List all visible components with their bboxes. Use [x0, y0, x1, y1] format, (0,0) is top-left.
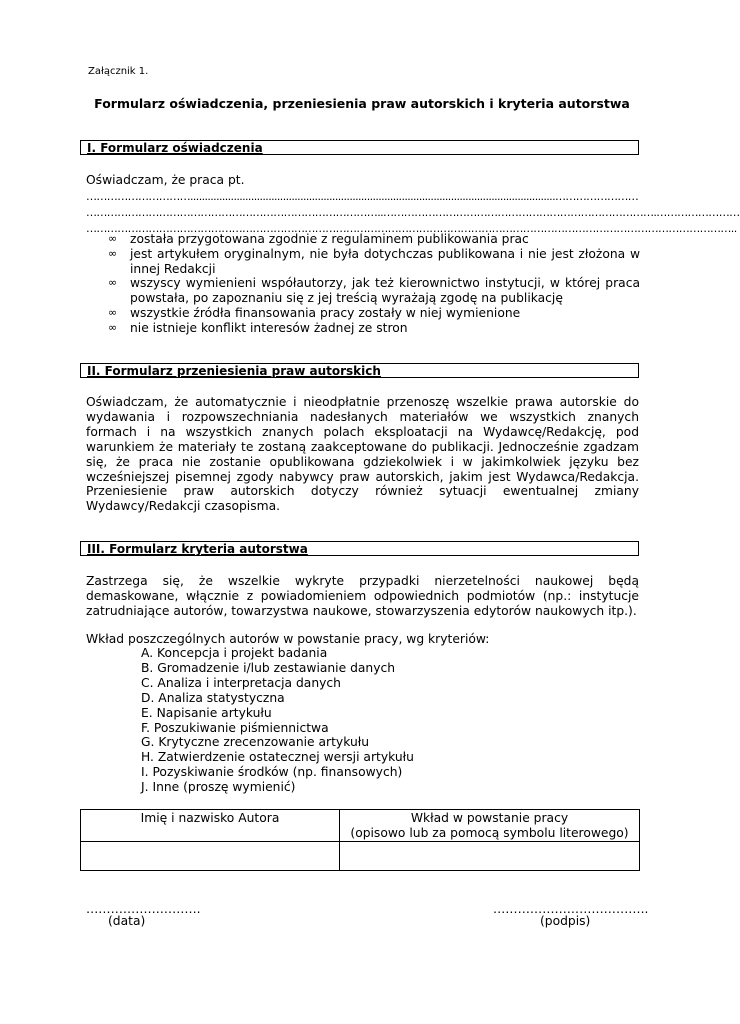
list-item: ∞ została przygotowana zgodnie z regulaminem publikowania prac	[108, 232, 529, 246]
signature-label: (podpis)	[540, 914, 591, 928]
section-1-heading: I. Formularz oświadczenia	[80, 140, 639, 155]
annex-label: Załącznik 1.	[88, 66, 149, 77]
date-dotted-line[interactable]: ……………………….	[86, 902, 201, 916]
section-2-heading: II. Formularz przeniesienia praw autorskich	[80, 363, 639, 378]
list-item: D. Analiza statystyczna	[141, 690, 285, 705]
list-item: F. Poszukiwanie piśmiennictwa	[141, 720, 329, 735]
section-3-heading: III. Formularz kryteria autorstwa	[80, 541, 639, 556]
signature-dotted-line[interactable]: ………………………………..	[493, 902, 649, 916]
document-title: Formularz oświadczenia, przeniesienia praw autorskich i kryteria autorstwa	[94, 96, 630, 111]
contribution-header: Wkład w powstanie pracy (opisowo lub za pomocą symbolu literowego)	[340, 810, 640, 842]
criteria-list	[141, 646, 414, 795]
infinity-bullet-icon: ∞	[108, 320, 118, 334]
date-label: (data)	[108, 914, 146, 928]
title-dotted-line-2[interactable]: …………………………………………………………………………..…………………………………………………………………….……………………	[86, 206, 740, 219]
infinity-bullet-icon: ∞	[108, 232, 118, 245]
infinity-bullet-icon: ∞	[108, 276, 118, 290]
table-header-row	[81, 810, 640, 842]
list-item: ∞ nie istnieje konflikt interesów żadnej ze stron	[108, 320, 408, 335]
list-item: B. Gromadzenie i/lub zestawianie danych	[141, 660, 396, 675]
criteria-intro: Wkład poszczególnych autorów w powstanie pracy, wg kryteriów:	[86, 632, 490, 646]
author-name-header: Imię i nazwisko Autora	[81, 810, 340, 842]
list-item: C. Analiza i interpretacja danych	[141, 675, 341, 690]
title-dotted-line-3[interactable]: ……………………………………………………………………………………………………………………………………………………………………..	[86, 222, 737, 235]
list-item: ∞ wszystkie źródła finansowania pracy zostały w niej wymienione	[108, 305, 521, 320]
declaration-bullet-list	[108, 232, 640, 336]
list-item: E. Napisanie artykułu	[141, 705, 272, 720]
list-item: A. Koncepcja i projekt badania	[141, 646, 328, 660]
author-name-cell[interactable]	[81, 842, 340, 871]
list-item: I. Pozyskiwanie środków (np. finansowych)	[141, 765, 403, 780]
title-dotted-line-1[interactable]: …………………………..............................................................................................................................……………………	[86, 190, 639, 203]
author-contribution-table	[80, 809, 640, 871]
list-item: H. Zatwierdzenie ostatecznej wersji artykułu	[141, 750, 414, 765]
list-item: J. Inne (proszę wymienić)	[141, 780, 296, 795]
copyright-transfer-text: Oświadczam, że automatycznie i nieodpłatnie przenoszę wszelkie prawa autorskie do wydawania i rozpowszechniania nadesłanych materiałów we wszystkich znanych formach i na wszystkich znanych polach eksploatacji na Wydawcę/Redakcję, pod warunkiem że materiały te zostaną zaakceptowane do publikacji. Jednocześnie zgadzam się, że praca nie zostanie opublikowana gdziekolwiek i w jakimkolwiek języku bez wcześniejszej pisemnej zgody nabywcy praw autorskich, jakim jest Wydawca/Redakcja. Przeniesienie praw autorskich dotyczy również sytuacji ewentualnej zmiany Wydawcy/Redakcji czasopisma.	[86, 395, 639, 514]
contribution-cell[interactable]	[340, 842, 640, 871]
misconduct-notice-text: Zastrzega się, że wszelkie wykryte przypadki nierzetelności naukowej będą demaskowane, włącznie z powiadomieniem odpowiednich podmiotów (np.: instytucje zatrudniające autorów, towarzystwa naukowe, stowarzyszenia edytorów naukowych itp.).	[86, 574, 639, 618]
infinity-bullet-icon: ∞	[108, 305, 118, 319]
table-row	[81, 842, 640, 871]
list-item: ∞ wszyscy wymienieni współautorzy, jak też kierownictwo instytucji, w której praca powstała, po zapoznaniu się z jej treścią wyrażają zgodę na publikację	[108, 276, 640, 306]
declaration-intro: Oświadczam, że praca pt.	[86, 173, 245, 187]
infinity-bullet-icon: ∞	[108, 246, 118, 260]
list-item: ∞ jest artykułem oryginalnym, nie była dotychczas publikowana i nie jest złożona w innej Redakcji	[108, 246, 640, 276]
list-item: G. Krytyczne zrecenzowanie artykułu	[141, 735, 370, 750]
